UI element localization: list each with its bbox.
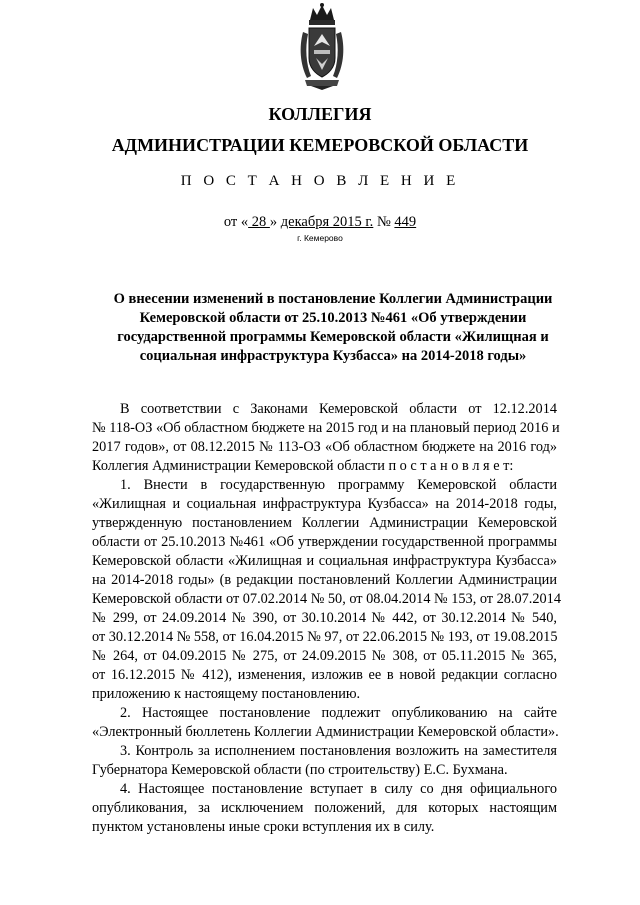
item-3-paragraph	[92, 742, 557, 780]
text-line: 3. Контроль за исполнением постановления возложить на заместителя	[120, 743, 557, 759]
document-number: 449	[394, 214, 417, 230]
date-day: 28	[248, 214, 270, 230]
document-title	[100, 290, 566, 366]
text-line: 2017 годов», от 08.12.2015 № 113-ОЗ «Об областном бюджете на 2016 год»	[92, 439, 557, 455]
text-line: № 118-ОЗ «Об областном бюджете на 2015 год и на плановый период 2016 и	[92, 420, 560, 436]
text-line: на 2014-2018 годы» (в редакции постановлений Коллегии Администрации	[92, 572, 557, 588]
text-line: № 264, от 04.09.2015 № 275, от 24.09.2015 № 308, от 05.11.2015 № 365,	[92, 648, 557, 664]
date-mid: »	[269, 214, 281, 230]
text-line: 2. Настоящее постановление подлежит опубликованию на сайте	[120, 705, 557, 721]
text-line: от 16.12.2015 № 412), изменения, изложив ее в новой редакции согласно	[92, 667, 557, 683]
organization-name-line2: АДМИНИСТРАЦИИ КЕМЕРОВСКОЙ ОБЛАСТИ	[111, 135, 529, 155]
number-label: №	[373, 214, 395, 230]
text-line: Коллегия Администрации Кемеровской области п о с т а н о в л я е т:	[92, 458, 514, 474]
item-4-paragraph	[92, 780, 557, 837]
document-date-number	[0, 213, 640, 231]
text-line: Губернатора Кемеровской области (по строительству) Е.С. Бухмана.	[92, 762, 508, 778]
document-type: П О С Т А Н О В Л Е Н И Е	[180, 173, 460, 189]
text-line: В соответствии с Законами Кемеровской области от 12.12.2014	[120, 401, 557, 417]
text-line: от 30.12.2014 № 558, от 16.04.2015 № 97, от 22.06.2015 № 193, от 19.08.2015	[92, 629, 558, 645]
document-body	[92, 400, 561, 837]
text-line: опубликования, за исключением положений, для которых настоящим	[92, 800, 557, 816]
text-line: Кемеровской области от 07.02.2014 № 50, от 08.04.2014 № 153, от 28.07.2014	[92, 591, 561, 607]
date-month-year: декабря 2015 г.	[280, 214, 374, 230]
city-name: г. Кемерово	[297, 233, 343, 243]
organization-name-line1: КОЛЛЕГИЯ	[268, 104, 372, 124]
text-line: Кемеровской области «Жилищная и социальная инфраструктура Кузбасса»	[92, 553, 557, 569]
title-line: социальная инфраструктура Кузбасса» на 2014-2018 годы»	[139, 348, 527, 364]
text-line: приложению к настоящему постановлению.	[92, 686, 361, 702]
title-line: О внесении изменений в постановление Коллегии Администрации	[113, 291, 553, 307]
date-prefix: от «	[223, 214, 249, 230]
text-line: пунктом установлены иные сроки вступления их в силу.	[92, 819, 435, 835]
text-line: утвержденную постановлением Коллегии Администрации Кемеровской	[92, 515, 557, 531]
preamble-paragraph	[92, 400, 560, 476]
item-1-paragraph	[92, 476, 561, 704]
text-line: «Электронный бюллетень Коллегии Администрации Кемеровской области».	[92, 724, 559, 740]
text-line: № 299, от 24.09.2014 № 390, от 30.10.2014 № 442, от 30.12.2014 № 540,	[92, 610, 557, 626]
coat-of-arms-emblem	[297, 2, 347, 90]
text-line: 1. Внести в государственную программу Кемеровской области	[120, 477, 557, 493]
item-2-paragraph	[92, 704, 557, 742]
title-line: Кемеровской области от 25.10.2013 №461 «Об утверждении	[139, 310, 527, 326]
title-line: государственной программы Кемеровской области «Жилищная и	[117, 329, 549, 345]
text-line: области от 25.10.2013 №461 «Об утверждении государственной программы	[92, 534, 557, 550]
text-line: «Жилищная и социальная инфраструктура Кузбасса» на 2014-2018 годы,	[92, 496, 557, 512]
text-line: 4. Настоящее постановление вступает в силу со дня официального	[120, 781, 557, 797]
